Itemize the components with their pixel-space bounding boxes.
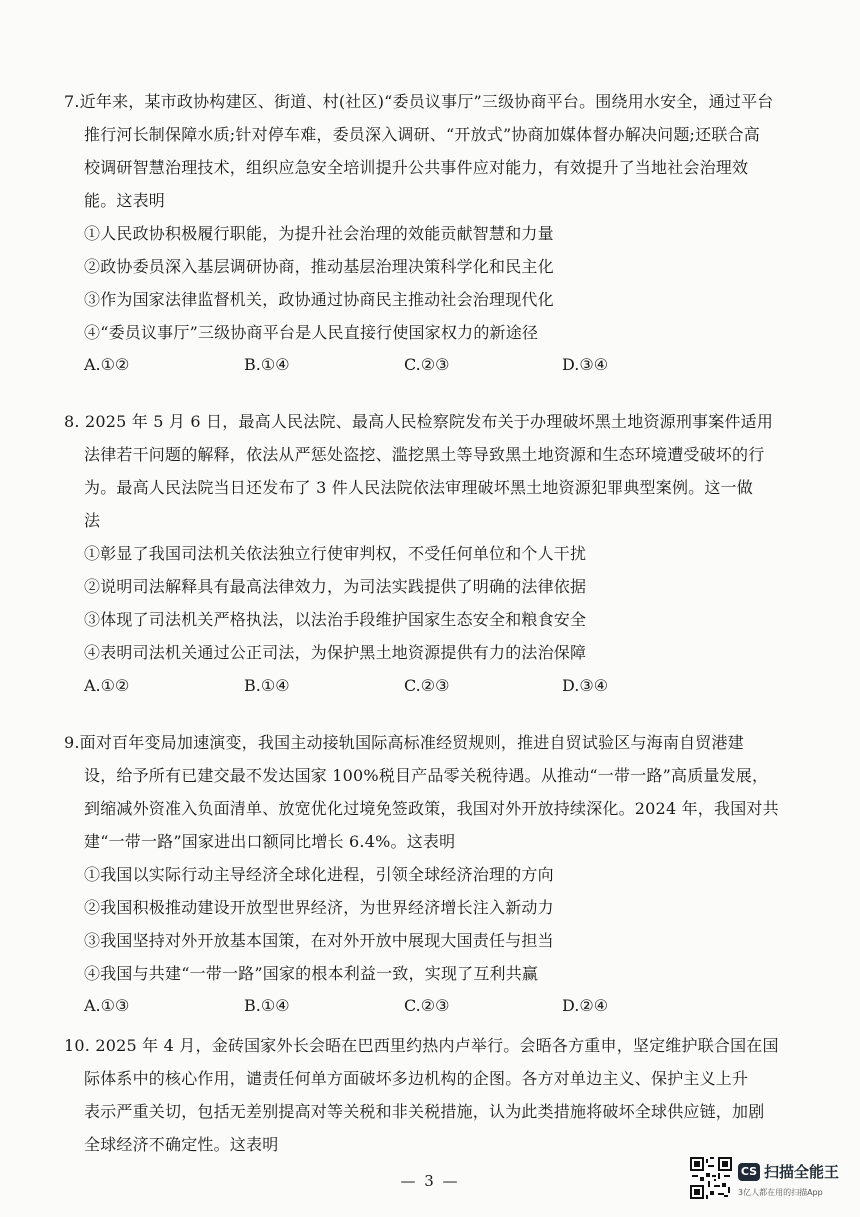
q9-stem-line: 设，给予所有已建交最不发达国家 100%税目产品零关税待遇。从推动“一带一路”高质量发展， — [84, 766, 769, 785]
q7-option-d: D.③④ — [562, 355, 609, 374]
q8-item: ④表明司法机关通过公正司法，为保护黑土地资源提供有力的法治保障 — [84, 643, 587, 662]
q7-item: ②政协委员深入基层调研协商，推动基层治理决策科学化和民主化 — [84, 257, 554, 276]
q9-option-c: C.②③ — [404, 996, 450, 1015]
q7-item: ④“委员议事厅”三级协商平台是人民直接行使国家权力的新途径 — [84, 323, 539, 342]
q8-stem-line: 为。最高人民法院当日还发布了 3 件人民法院依法审理破坏黑土地资源犯罪典型案例。这一做 — [84, 478, 753, 497]
q9-item: ④我国与共建“一带一路”国家的根本利益一致，实现了互利共赢 — [84, 964, 539, 983]
q8-option-d: D.③④ — [562, 676, 609, 695]
q9-option-b: B.①④ — [244, 996, 290, 1015]
q7-item: ③作为国家法律监督机关，政协通过协商民主推动社会治理现代化 — [84, 290, 554, 309]
q10-stem-line: 10. 2025 年 4 月，金砖国家外长会晤在巴西里约热内卢举行。会晤各方重申，坚定维护联合国在国 — [64, 1036, 779, 1055]
camscanner-brand: 扫描全能王 — [764, 1163, 840, 1181]
q7-option-a: A.①② — [84, 355, 130, 374]
q7-stem-line: 推行河长制保障水质;针对停车难，委员深入调研、“开放式”协商加媒体督办解决问题;还联合高 — [84, 125, 760, 144]
q7-stem-line: 能。这表明 — [84, 191, 166, 210]
q7-stem-line: 7.近年来，某市政协构建区、街道、村(社区)“委员议事厅”三级协商平台。围绕用水安全，通过平台 — [64, 92, 774, 111]
q7-option-b: B.①④ — [244, 355, 290, 374]
q8-option-b: B.①④ — [244, 676, 290, 695]
q9-stem-line: 9.面对百年变局加速演变，我国主动接轨国际高标准经贸规则，推进自贸试验区与海南自贸港建 — [64, 733, 744, 752]
qr-code-icon — [690, 1157, 732, 1199]
q8-stem-line: 8. 2025 年 5 月 6 日，最高人民法院、最高人民检察院发布关于办理破坏黑土地资源刑事案件适用 — [64, 412, 774, 431]
q9-item: ②我国积极推动建设开放型世界经济，为世界经济增长注入新动力 — [84, 898, 554, 917]
q9-stem-line: 建“一带一路”国家进出口额同比增长 6.4%。这表明 — [84, 832, 456, 851]
page-number: — 3 — — [400, 1172, 460, 1190]
q9-option-a: A.①③ — [84, 996, 130, 1015]
q9-stem-line: 到缩减外资准入负面清单、放宽优化过境免签政策，我国对外开放持续深化。2024 年，我国对共 — [84, 799, 779, 818]
q9-option-d: D.②④ — [562, 996, 609, 1015]
q8-option-a: A.①② — [84, 676, 130, 695]
q8-stem-line: 法律若干问题的解释，依法从严惩处盗挖、滥挖黑土等导致黑土地资源和生态环境遭受破坏的行 — [84, 445, 765, 464]
q9-item: ①我国以实际行动主导经济全球化进程，引领全球经济治理的方向 — [84, 865, 554, 884]
q8-item: ③体现了司法机关严格执法，以法治手段维护国家生态安全和粮食安全 — [84, 610, 587, 629]
q8-option-c: C.②③ — [404, 676, 450, 695]
q7-option-c: C.②③ — [404, 355, 450, 374]
q10-stem-line: 表示严重关切，包括无差别提高对等关税和非关税措施，认为此类措施将破坏全球供应链，加剧 — [84, 1102, 765, 1121]
camscanner-logo: CS — [738, 1163, 760, 1181]
q8-item: ①彰显了我国司法机关依法独立行使审判权，不受任何单位和个人干扰 — [84, 544, 587, 563]
q7-stem-line: 校调研智慧治理技术，组织应急安全培训提升公共事件应对能力，有效提升了当地社会治理效 — [84, 158, 749, 177]
q7-item: ①人民政协积极履行职能，为提升社会治理的效能贡献智慧和力量 — [84, 224, 554, 243]
q9-item: ③我国坚持对外开放基本国策，在对外开放中展现大国责任与担当 — [84, 931, 554, 950]
camscanner-tagline: 3亿人都在用的扫描App — [738, 1188, 823, 1197]
q8-stem-line: 法 — [84, 511, 101, 530]
q10-stem-line: 际体系中的核心作用，谴责任何单方面破坏多边机构的企图。各方对单边主义、保护主义上升 — [84, 1069, 749, 1088]
q10-stem-line: 全球经济不确定性。这表明 — [84, 1135, 279, 1154]
q8-item: ②说明司法解释具有最高法律效力，为司法实践提供了明确的法律依据 — [84, 577, 587, 596]
